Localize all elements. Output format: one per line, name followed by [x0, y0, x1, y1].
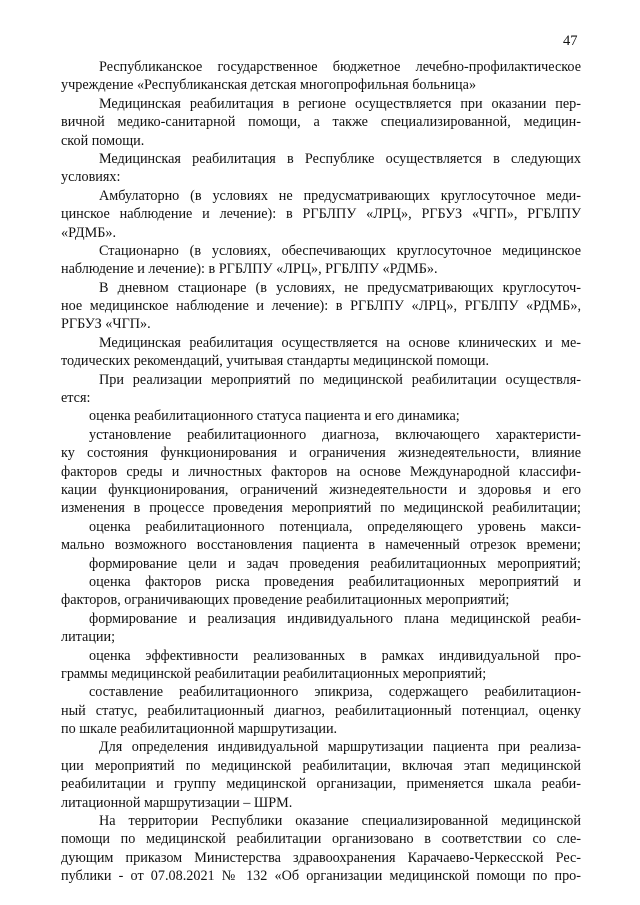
text-line: Медицинская реабилитация в Республике осуществляется в следующих — [99, 150, 581, 167]
text-line: оценка эффективности реализованных в рамках индивидуальной про- — [89, 647, 581, 664]
text-line: тодических рекомендаций, учитывая стандарты медицинской помощи. — [61, 353, 489, 370]
text-line: составление реабилитационного эпикриза, содержащего реабилитацион- — [89, 684, 581, 701]
text-line: граммы медицинской реабилитации реабилитационных мероприятий; — [61, 665, 487, 682]
text-line: условиях: — [61, 169, 121, 186]
text-line: ской помощи. — [61, 132, 145, 149]
text-line: Амбулаторно (в условиях не предусматривающих круглосуточное меди- — [99, 187, 581, 204]
text-line: Медицинская реабилитация осуществляется на основе клинических и ме- — [99, 334, 581, 351]
text-line: изменения в процессе проведения мероприятий по медицинской реабилитации; — [61, 500, 581, 517]
body-text — [61, 58, 581, 886]
text-line: «РДМБ». — [61, 224, 116, 241]
text-line: ется: — [61, 390, 91, 407]
text-line: При реализации мероприятий по медицинской реабилитации осуществля- — [99, 371, 581, 388]
text-line: оценка реабилитационного потенциала, определяющего уровень макси- — [89, 518, 581, 535]
text-line: формирование и реализация индивидуального плана медицинской реаби- — [89, 610, 581, 627]
text-line: оценка реабилитационного статуса пациента и его динамика; — [89, 408, 460, 425]
text-line: факторов, ограничивающих проведение реабилитационных мероприятий; — [61, 592, 510, 609]
text-line: Стационарно (в условиях, обеспечивающих круглосуточное медицинское — [99, 242, 581, 259]
text-line: наблюдение и лечение): в РГБЛПУ «ЛРЦ», РГБЛПУ «РДМБ». — [61, 261, 438, 278]
text-line: цинское наблюдение и лечение): в РГБЛПУ «ЛРЦ», РГБУЗ «ЧГП», РГБЛПУ — [61, 206, 581, 223]
text-line: В дневном стационаре (в условиях, не предусматривающих круглосуточ- — [99, 279, 581, 296]
text-line: На территории Республики оказание специализированной медицинской — [99, 813, 581, 830]
text-line: кации функционирования, ограничений жизнедеятельности и здоровья и его — [61, 481, 581, 498]
text-line: ное медицинское наблюдение и лечение): в РГБЛПУ «ЛРЦ», РГБЛПУ «РДМБ», — [61, 298, 581, 315]
text-line: реабилитации и группу медицинской организации, применяется шкала реаби- — [61, 776, 581, 793]
text-line: оценка факторов риска проведения реабилитационных мероприятий и — [89, 573, 581, 590]
text-line: Республиканское государственное бюджетное лечебно-профилактическое — [99, 59, 581, 75]
text-line: литации; — [61, 629, 116, 646]
text-line: Для определения индивидуальной маршрутизации пациента при реализа- — [99, 739, 581, 756]
text-line: учреждение «Республиканская детская многопрофильная больница» — [61, 77, 477, 94]
text-line: ный статус, реабилитационный диагноз, реабилитационный потенциал, оценку — [61, 702, 581, 719]
text-line: помощи по медицинской реабилитации организовано в соответствии со сле- — [61, 831, 581, 848]
text-line: дующим приказом Министерства здравоохранения Карачаево-Черкесской Рес- — [61, 849, 581, 866]
text-line: установление реабилитационного диагноза, включающего характеристи- — [89, 426, 581, 443]
text-line: по шкале реабилитационной маршрутизации. — [61, 721, 338, 738]
text-line: факторов среды и личностных факторов на основе Международной классифи- — [61, 463, 581, 480]
text-line: литационной маршрутизации – ШРМ. — [61, 794, 293, 811]
text-line: ку состояния функционирования и ограничения жизнедеятельности, влияние — [61, 445, 581, 462]
text-line: вичной медико-санитарной помощи, а также специализированной, медицин- — [61, 114, 581, 131]
text-line: РГБУЗ «ЧГП». — [61, 316, 151, 333]
text-line: публики - от 07.08.2021 № 132 «Об организации медицинской помощи по про- — [61, 868, 581, 885]
text-line: формирование цели и задач проведения реабилитационных мероприятий; — [89, 555, 581, 572]
text-line: мально возможного восстановления пациента в намеченный отрезок времени; — [61, 537, 581, 554]
text-line: Медицинская реабилитация в регионе осуществляется при оказании пер- — [99, 95, 581, 112]
text-line: ции мероприятий по медицинской реабилитации, включая этап медицинской — [61, 757, 581, 774]
page-number: 47 — [563, 33, 578, 49]
